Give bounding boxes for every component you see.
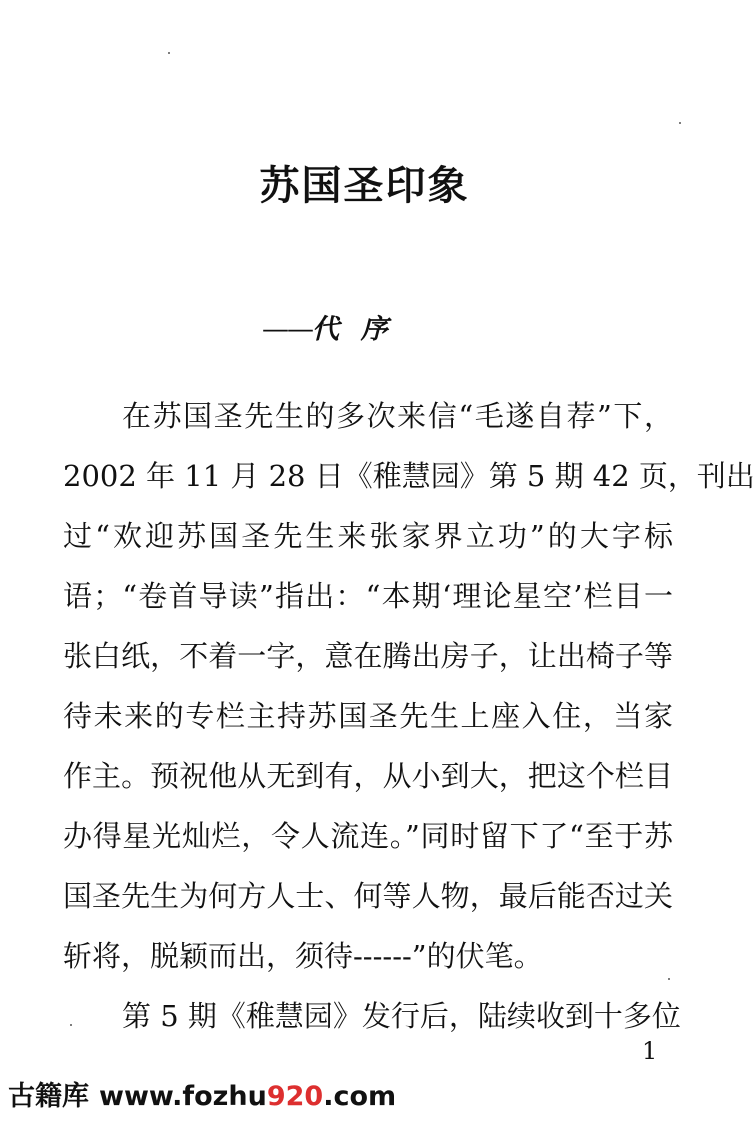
scan-speck: [679, 122, 681, 124]
watermark: [8, 1080, 396, 1114]
body-line: 2002 年 11 月 28 日《稚慧园》第 5 期 42 页，刊出: [63, 459, 755, 493]
body-line: 待未来的专栏主持苏国圣先生上座入住，当家: [63, 699, 673, 733]
watermark-url-number: 920: [266, 1081, 324, 1112]
body-line: 语；“卷首导读”指出：“本期‘理论星空’栏目一: [63, 579, 673, 613]
body-line: 第 5 期《稚慧园》发行后，陆续收到十多位: [122, 999, 681, 1033]
scan-speck: [668, 978, 670, 980]
page-title: 苏国圣印象: [259, 163, 470, 209]
scan-speck: [70, 1024, 72, 1026]
subtitle-text: 代 序: [312, 314, 389, 345]
watermark-site-name: 古籍库: [8, 1081, 89, 1112]
body-line: 张白纸，不着一字，意在腾出房子，让出椅子等: [63, 639, 673, 673]
watermark-url-prefix: www.fozhu: [99, 1081, 267, 1112]
body-line: 斩将，脱颖而出，须待------”的伏笔。: [63, 939, 543, 973]
scan-speck: [168, 52, 170, 54]
subtitle-dash: ——: [262, 314, 312, 345]
body-line: 作主。预祝他从无到有，从小到大，把这个栏目: [63, 759, 673, 793]
page-number: 1: [642, 1037, 658, 1065]
body-line: 过“欢迎苏国圣先生来张家界立功”的大字标: [63, 519, 673, 553]
watermark-url: [99, 1081, 396, 1112]
subtitle: [262, 310, 389, 350]
body-line: 在苏国圣先生的多次来信“毛遂自荐”下，: [122, 399, 673, 433]
body-line: 办得星光灿烂，令人流连。”同时留下了“至于苏: [63, 819, 673, 853]
body-line: 国圣先生为何方人士、何等人物，最后能否过关: [63, 879, 673, 913]
watermark-url-suffix: .com: [323, 1081, 397, 1112]
